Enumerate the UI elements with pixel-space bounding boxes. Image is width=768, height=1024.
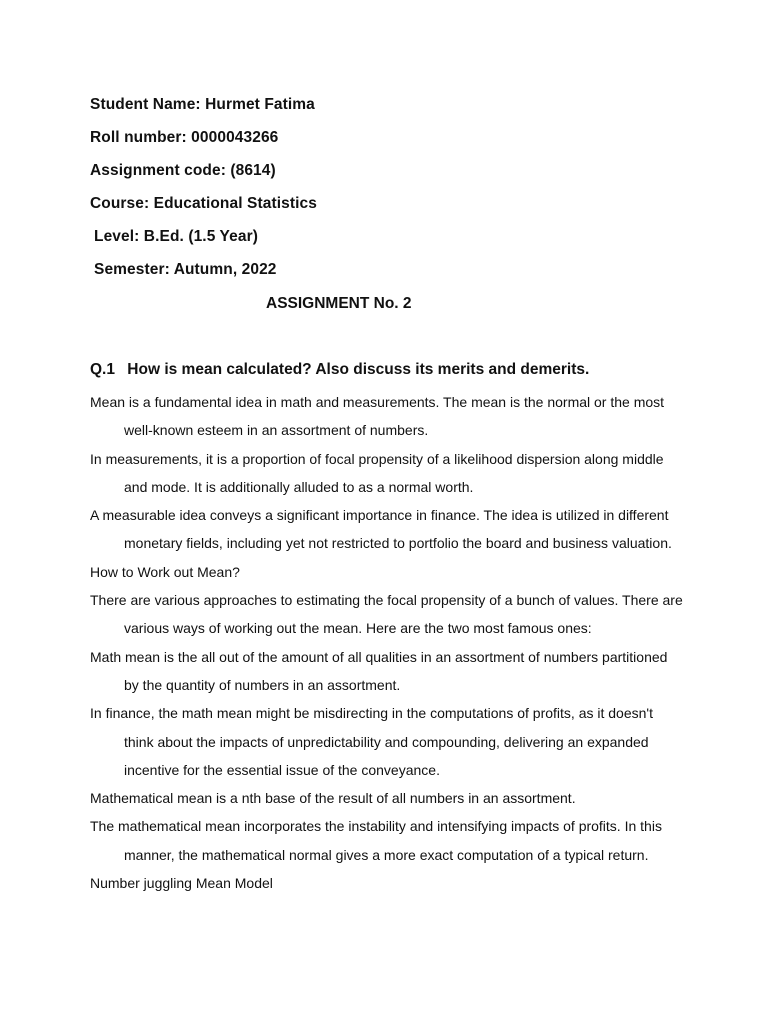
- paragraph: [90, 812, 690, 869]
- paragraph: [90, 558, 690, 586]
- paragraph-line: and mode. It is additionally alluded to as a normal worth.: [124, 478, 474, 495]
- paragraph-line: Mean is a fundamental idea in math and measurements. The mean is the normal or the most: [90, 394, 665, 410]
- answer-body: [90, 388, 690, 897]
- paragraph-line: think about the impacts of unpredictability and compounding, delivering an expanded: [124, 733, 649, 750]
- paragraph-line: The mathematical mean incorporates the instability and intensifying impacts of profits. In this: [90, 818, 662, 835]
- paragraph: [90, 869, 690, 897]
- paragraph: [90, 388, 690, 445]
- roll-number: Roll number: 0000043266: [90, 129, 279, 146]
- question-text: How is mean calculated? Also discuss its merits and demerits.: [127, 361, 590, 378]
- paragraph-line: How to Work out Mean?: [90, 563, 240, 580]
- paragraph-line: In measurements, it is a proportion of focal propensity of a likelihood dispersion along middle: [90, 450, 664, 467]
- paragraph-line: by the quantity of numbers in an assortment.: [124, 676, 401, 693]
- paragraph-line: There are various approaches to estimating the focal propensity of a bunch of values. There are: [90, 592, 683, 609]
- level: Level: B.Ed. (1.5 Year): [94, 228, 258, 245]
- assignment-title: ASSIGNMENT No. 2: [266, 295, 412, 312]
- paragraph-line: Math mean is the all out of the amount of all qualities in an assortment of numbers partitioned: [90, 648, 668, 665]
- question-heading: [90, 361, 589, 379]
- course: Course: Educational Statistics: [90, 195, 317, 212]
- paragraph-line: monetary fields, including yet not restricted to portfolio the board and business valuation.: [124, 535, 672, 552]
- question-number: Q.1: [90, 361, 115, 378]
- paragraph-line: well-known esteem in an assortment of numbers.: [124, 422, 429, 439]
- student-name: Student Name: Hurmet Fatima: [90, 96, 315, 113]
- paragraph: [90, 445, 690, 502]
- assignment-code: Assignment code: (8614): [90, 162, 276, 179]
- paragraph: [90, 643, 690, 700]
- paragraph-line: A measurable idea conveys a significant importance in finance. The idea is utilized in different: [90, 507, 669, 524]
- paragraph-line: Number juggling Mean Model: [90, 875, 273, 892]
- paragraph: [90, 586, 690, 643]
- paragraph-line: various ways of working out the mean. Here are the two most famous ones:: [124, 620, 592, 637]
- paragraph: [90, 699, 690, 784]
- paragraph-line: Mathematical mean is a nth base of the result of all numbers in an assortment.: [90, 790, 576, 807]
- paragraph: [90, 784, 690, 812]
- paragraph-line: In finance, the math mean might be misdirecting in the computations of profits, as it doesn't: [90, 705, 653, 722]
- semester: Semester: Autumn, 2022: [94, 261, 277, 278]
- paragraph-line: manner, the mathematical normal gives a more exact computation of a typical return.: [124, 846, 649, 863]
- paragraph: [90, 501, 690, 558]
- paragraph-line: incentive for the essential issue of the conveyance.: [124, 761, 440, 778]
